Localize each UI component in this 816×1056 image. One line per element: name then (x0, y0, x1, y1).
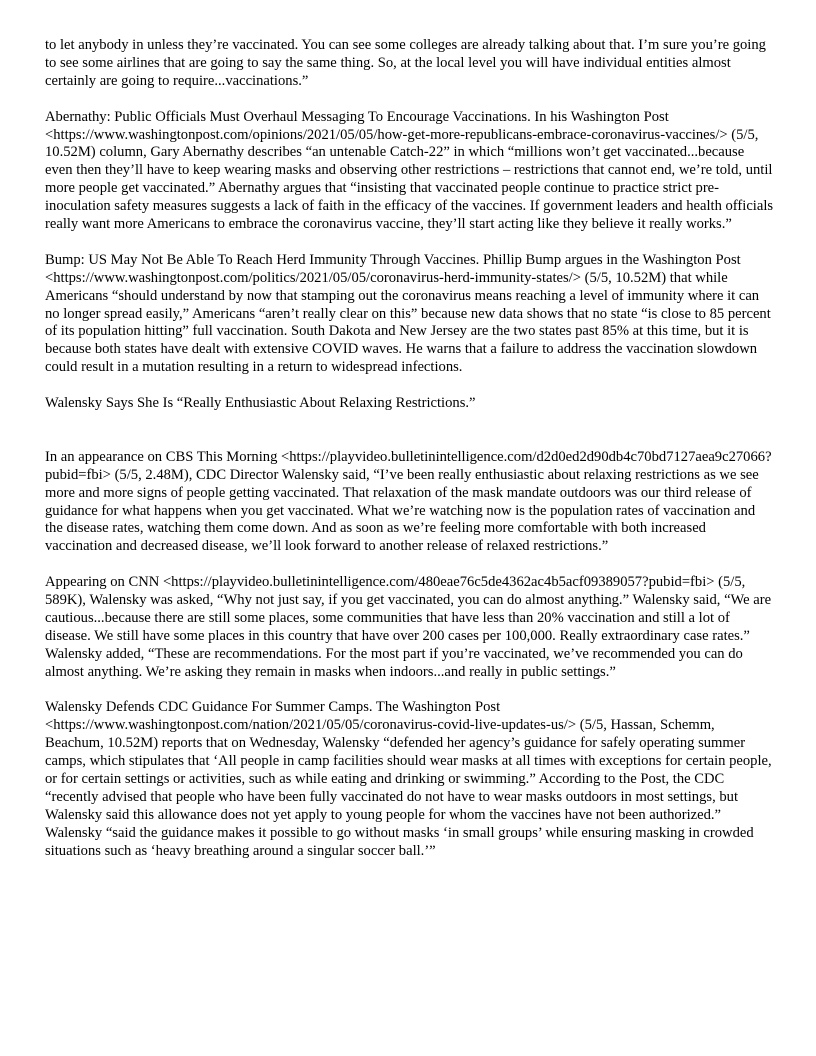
paragraph-vaccination-requirements: to let anybody in unless they’re vaccinated. You can see some colleges are already talking about that. I’m sure you’re going to see some airlines that are going to say the same thing. So, at the local level you will have individual entities almost certainly are going to require...vaccinations.” (45, 37, 766, 89)
paragraph-cnn-appearance: Appearing on CNN <https://playvideo.bulletinintelligence.com/480eae76c5de4362ac4b5acf09389057?pubid=fbi> (5/5, 589K), Walensky was asked, “Why not just say, if you get vaccinated, you can do almost anything.” Walensky said, “We are cautious...because there are still some places, some communities that have less than 20% vaccination and still a lot of disease. We still have some places in this country that have over 200 cases per 100,000. Really extraordinary case rates.” Walensky added, “These are recommendations. For the most part if you’re vaccinated, we’ve recommended you can do almost anything. We’re asking they remain in masks when indoors...and really in public settings.” (45, 574, 772, 680)
paragraph-summer-camps: Walensky Defends CDC Guidance For Summer Camps. The Washington Post <https://www.washingtonpost.com/nation/2021/05/05/coronavirus-covid-live-updates-us/> (5/5, Hassan, Schemm, Beachum, 10.52M) reports that on Wednesday, Walensky “defended her agency’s guidance for safely operating summer camps, which stipulates that ‘All people in camp facilities should wear masks at all times with exceptions for certain people, or for certain settings or activities, such as while eating and drinking or swimming.” According to the Post, the CDC “recently advised that people who have been fully vaccinated do not have to wear masks outdoors in most settings, but Walensky said this allowance does not yet apply to young people for whom the vaccines have not been authorized.” Walensky “said the guidance makes it possible to go without masks ‘in small groups’ while ensuring masking in crowded situations such as ‘heavy breathing around a singular soccer ball.’” (45, 699, 772, 859)
paragraph-cbs-appearance: In an appearance on CBS This Morning <https://playvideo.bulletinintelligence.com/d2d0ed2d90db4c70bd7127aea9c27066?pubid=fbi> (5/5, 2.48M), CDC Director Walensky said, “I’ve been really enthusiastic about relaxing restrictions as we see more and more signs of people getting vaccinated. That relaxation of the mask mandate outdoors was our third release of guidance for what happens when you get vaccinated. What we’re watching now is the population rates of vaccination and the disease rates, watching them come down. And as soon as we’re feeling more comfortable with both increased vaccination and decreased disease, we’ll look forward to another release of relaxed restrictions.” (45, 448, 772, 555)
paragraph-bump-herd-immunity: Bump: US May Not Be Able To Reach Herd Immunity Through Vaccines. Phillip Bump argues in the Washington Post <https://www.washingtonpost.com/politics/2021/05/05/coronavirus-herd-immunity-states/> (5/5, 10.52M) that while Americans “should understand by now that stamping out the coronavirus means reaching a level of immunity where it can no longer spread easily,” Americans “aren’t really clear on this” because new data shows that no state “is close to 85 percent of its population hitting” full vaccination. South Dakota and New Jersey are the two states past 85% at this time, but it is because both states have dealt with extensive COVID waves. He warns that a failure to address the vaccination slowdown could result in a mutation resulting in a return to widespread infections. (45, 251, 771, 376)
section-heading-walensky: Walensky Says She Is “Really Enthusiastic About Relaxing Restrictions.” (45, 395, 476, 412)
document-page (45, 37, 775, 878)
paragraph-abernathy-column: Abernathy: Public Officials Must Overhaul Messaging To Encourage Vaccinations. In his Washington Post <https://www.washingtonpost.com/opinions/2021/05/05/how-get-more-republicans-embrace-coronavirus-vaccines/> (5/5, 10.52M) column, Gary Abernathy describes “an untenable Catch-22” in which “millions won’t get vaccinated...because even then they’ll have to keep wearing masks and observing other restrictions – restrictions that cannot end, we’re told, until more people get vaccinated.” Abernathy argues that “insisting that vaccinated people continue to practice strict pre-inoculation safety measures suggests a lack of faith in the efficacy of the vaccines. If government leaders and health officials really want more Americans to embrace the coronavirus vaccine, they’ll start acting like they believe it really works.” (45, 108, 774, 233)
